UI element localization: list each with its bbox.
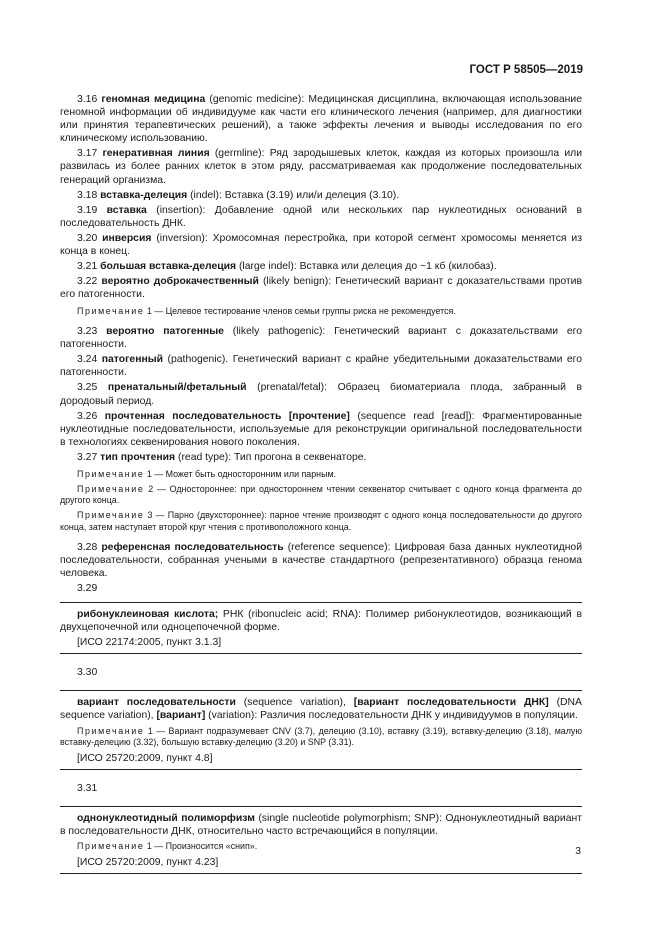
- term-3-21: 3.21 большая вставка-делеция (large indel): Вставка или делеция до ~1 кб (килобаз).: [77, 261, 497, 273]
- document-header: ГОСТ Р 58505—2019: [469, 64, 583, 76]
- term-3-29-number: 3.29: [77, 582, 98, 594]
- term-3-20: 3.20 инверсия (inversion): Хромосомная перестройка, при которой сегмент хромосомы меняется из конца в конец.: [60, 232, 582, 258]
- term-3-31-box: [60, 806, 582, 874]
- term-3-24: 3.24 патогенный (pathogenic). Генетический вариант с крайне убедительными доказательствами его патогенности.: [60, 354, 582, 379]
- term-3-18: 3.18 вставка-делеция (indel): Вставка (3.19) или/и делеция (3.10).: [77, 189, 400, 201]
- term-3-29-definition: рибонуклеиновая кислота; РНК (ribonucleic acid; RNA): Полимер рибонуклеотидов, возникающий в двухцепочечной или одноцепочечной форме.: [60, 608, 582, 634]
- term-3-30-number: 3.30: [77, 667, 98, 679]
- terms-group-1: [60, 93, 582, 301]
- term-3-26: 3.26 прочтенная последовательность [прочтение] (sequence read [read]): Фрагментированные нуклеотидные последовательности, используемые для реконструкции оригинальной последовательности в технологиях секвенирования нового поколения.: [60, 410, 583, 448]
- term-3-30-source: [ИСО 25720:2009, пункт 4.8]: [77, 752, 213, 764]
- term-3-29-source: [ИСО 22174:2005, пункт 3.1.3]: [77, 637, 222, 649]
- term-3-22: 3.22 вероятно доброкачественный (likely benign): Генетический вариант с доказательствами против его патогенности.: [60, 276, 582, 301]
- term-3-31-definition: однонуклеотидный полиморфизм (single nucleotide polymorphism; SNP): Однонуклеотидный вариант в последовательности ДНК, относительно часто встречающийся в популяции.: [60, 813, 582, 838]
- term-3-30-note: Примечание 1 — Вариант подразумевает CNV (3.7), делецию (3.10), вставку (3.19), вставку-делецию (3.18), малую вставку-делецию (3.32), большую вставку-делецию (3.20) и SNP (3.31).: [60, 725, 583, 748]
- term-3-30-definition: вариант последовательности (sequence variation), [вариант последовательности ДНК] (DNA sequence variation), [вариант] (variation): Различия последовательности ДНК у индивидуумов в популяции.: [60, 697, 582, 722]
- terms-group-2: [60, 325, 582, 464]
- note-3-27-1: Примечание 1 — Может быть односторонним или парным.: [77, 469, 337, 480]
- term-3-31-note: Примечание 1 — Произносится «снип».: [77, 841, 258, 852]
- term-3-31-number: 3.31: [77, 783, 98, 794]
- note-3-27-3: Примечание 3 — Парно (двухстороннее): парное чтение производят с одного конца последовательности до другого конца, затем наступает второй круг чтения с противоположного конца.: [60, 510, 582, 532]
- page-number: 3: [575, 846, 581, 857]
- note-3-27-2: Примечание 2 — Одностороннее: при одностороннем чтении секвенатор считывает с одного конца фрагмента до другого конца.: [60, 483, 582, 506]
- term-3-23: 3.23 вероятно патогенные (likely pathogenic): Генетический вариант с доказательствами его патогенности.: [60, 326, 582, 351]
- term-3-17: 3.17 генеративная линия (germline): Ряд зародышевых клеток, каждая из которых произошла или развилась из более ранних клеток в этом ряду, рассматриваемая как продолжение последовательных генераций организма.: [60, 148, 582, 186]
- term-3-27: 3.27 тип прочтения (read type): Тип прогона в секвенаторе.: [77, 451, 367, 463]
- term-3-28: 3.28 референсная последовательность (reference sequence): Цифровая база данных нуклеотидной последовательности, собранная учеными в качестве стандартного (репрезентативного) образца генома человека.: [60, 541, 583, 579]
- term-3-30-box: [60, 690, 582, 770]
- document-body: [60, 93, 582, 886]
- term-3-29-box: [60, 602, 582, 654]
- term-3-16: 3.16 геномная медицина (genomic medicine): Медицинская дисциплина, включающая использование геномной информации об индивидууме как части его клинического лечения (например, для диагностики или принятия терапевтических решений), а также эффекты лечения и выводы исследования по его клиническому использованию.: [60, 94, 583, 145]
- term-3-25: 3.25 пренатальный/фетальный (prenatal/fetal): Образец биоматериала плода, забранный в дородовый период.: [60, 382, 582, 407]
- term-3-31-source: [ИСО 25720:2009, пункт 4.23]: [77, 856, 219, 868]
- term-3-19: 3.19 вставка (insertion): Добавление одной или нескольких пар нуклеотидных оснований в последовательность ДНК.: [60, 204, 582, 229]
- note-3-22: Примечание 1 — Целевое тестирование членов семьи группы риска не рекомендуется.: [77, 306, 456, 317]
